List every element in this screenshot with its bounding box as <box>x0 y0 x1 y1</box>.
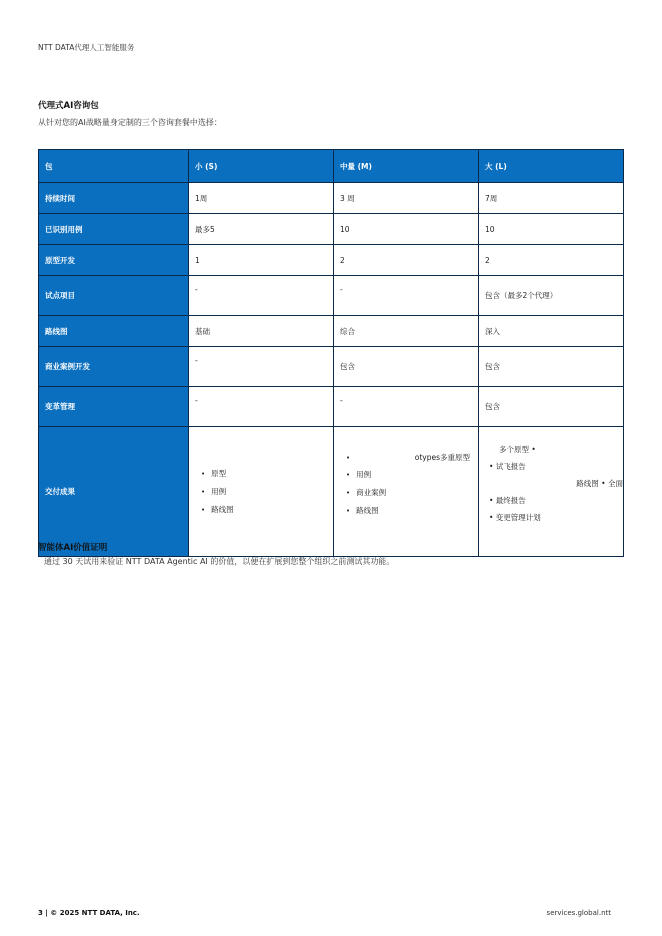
list-item: • 最终报告 <box>489 496 526 505</box>
cell-medium-deliverables <box>334 427 479 557</box>
footer-link[interactable]: services.global.ntt <box>546 909 611 917</box>
cell-large: 包含（最多2个代理） <box>479 276 624 316</box>
table-row <box>39 183 624 214</box>
footer-copyright: 3 | © 2025 NTT DATA, Inc. <box>38 909 140 917</box>
section-title-proof-of-value: 智能体AI价值证明 <box>38 543 108 553</box>
list-item: • 用例 <box>346 466 472 484</box>
col-header-large: 大 (L) <box>479 150 624 183</box>
list-item: 路线图 • 全面 <box>576 479 623 488</box>
cell-large: 包含 <box>479 347 624 387</box>
cell-small: 1 <box>189 245 334 276</box>
col-header-small: 小 (S) <box>189 150 334 183</box>
cell-small: 最多5 <box>189 214 334 245</box>
row-label: 变革管理 <box>39 387 189 427</box>
col-header-medium: 中量 (M) <box>334 150 479 183</box>
cell-small-deliverables <box>189 427 334 557</box>
cell-medium: 3 周 <box>334 183 479 214</box>
col-header-package: 包 <box>39 150 189 183</box>
table-row <box>39 387 624 427</box>
table-row <box>39 245 624 276</box>
row-label: 已识别用例 <box>39 214 189 245</box>
table-header-row <box>39 150 624 183</box>
cell-medium: 2 <box>334 245 479 276</box>
cell-medium: 10 <box>334 214 479 245</box>
table-row <box>39 276 624 316</box>
cell-medium: - <box>334 276 479 316</box>
list-item: 多个原型 • <box>499 445 536 454</box>
row-label: 原型开发 <box>39 245 189 276</box>
row-label: 商业案例开发 <box>39 347 189 387</box>
row-label: 路线图 <box>39 316 189 347</box>
cell-medium: 包含 <box>334 347 479 387</box>
list-item: • otypes多重原型 <box>346 453 470 462</box>
row-label: 持续时间 <box>39 183 189 214</box>
table-row <box>39 214 624 245</box>
cell-medium: - <box>334 387 479 427</box>
list-item: • 商业案例 <box>346 484 472 502</box>
cell-medium: 综合 <box>334 316 479 347</box>
list-item: • 路线图 <box>201 501 327 519</box>
table-row <box>39 347 624 387</box>
cell-large: 深入 <box>479 316 624 347</box>
cell-small: 1周 <box>189 183 334 214</box>
list-item: • 原型 <box>201 465 327 483</box>
cell-small: - <box>189 276 334 316</box>
cell-large: 包含 <box>479 387 624 427</box>
cell-small: - <box>189 347 334 387</box>
cell-small: - <box>189 387 334 427</box>
cell-large: 2 <box>479 245 624 276</box>
cell-large-deliverables <box>479 427 624 557</box>
table-row-deliverables <box>39 427 624 557</box>
section-title-consulting: 代理式AI咨询包 <box>38 101 99 111</box>
cell-large: 7周 <box>479 183 624 214</box>
package-table <box>38 149 624 557</box>
section-text-proof-of-value: 通过 30 天试用来验证 NTT DATA Agentic AI 的价值，以便在扩展到您整个组织之前测试其功能。 <box>44 557 395 566</box>
section-intro: 从针对您的AI战略量身定制的三个咨询套餐中选择： <box>38 118 222 127</box>
row-label: 交付成果 <box>39 427 189 557</box>
list-item: • 试飞报告 <box>489 462 526 471</box>
list-item: • 用例 <box>201 483 327 501</box>
table-row <box>39 316 624 347</box>
list-item: • 变更管理计划 <box>489 513 541 522</box>
row-label: 试点项目 <box>39 276 189 316</box>
cell-large: 10 <box>479 214 624 245</box>
cell-small: 基础 <box>189 316 334 347</box>
list-item: • 路线图 <box>346 502 472 520</box>
page-header: NTT DATA代理人工智能服务 <box>38 43 135 52</box>
